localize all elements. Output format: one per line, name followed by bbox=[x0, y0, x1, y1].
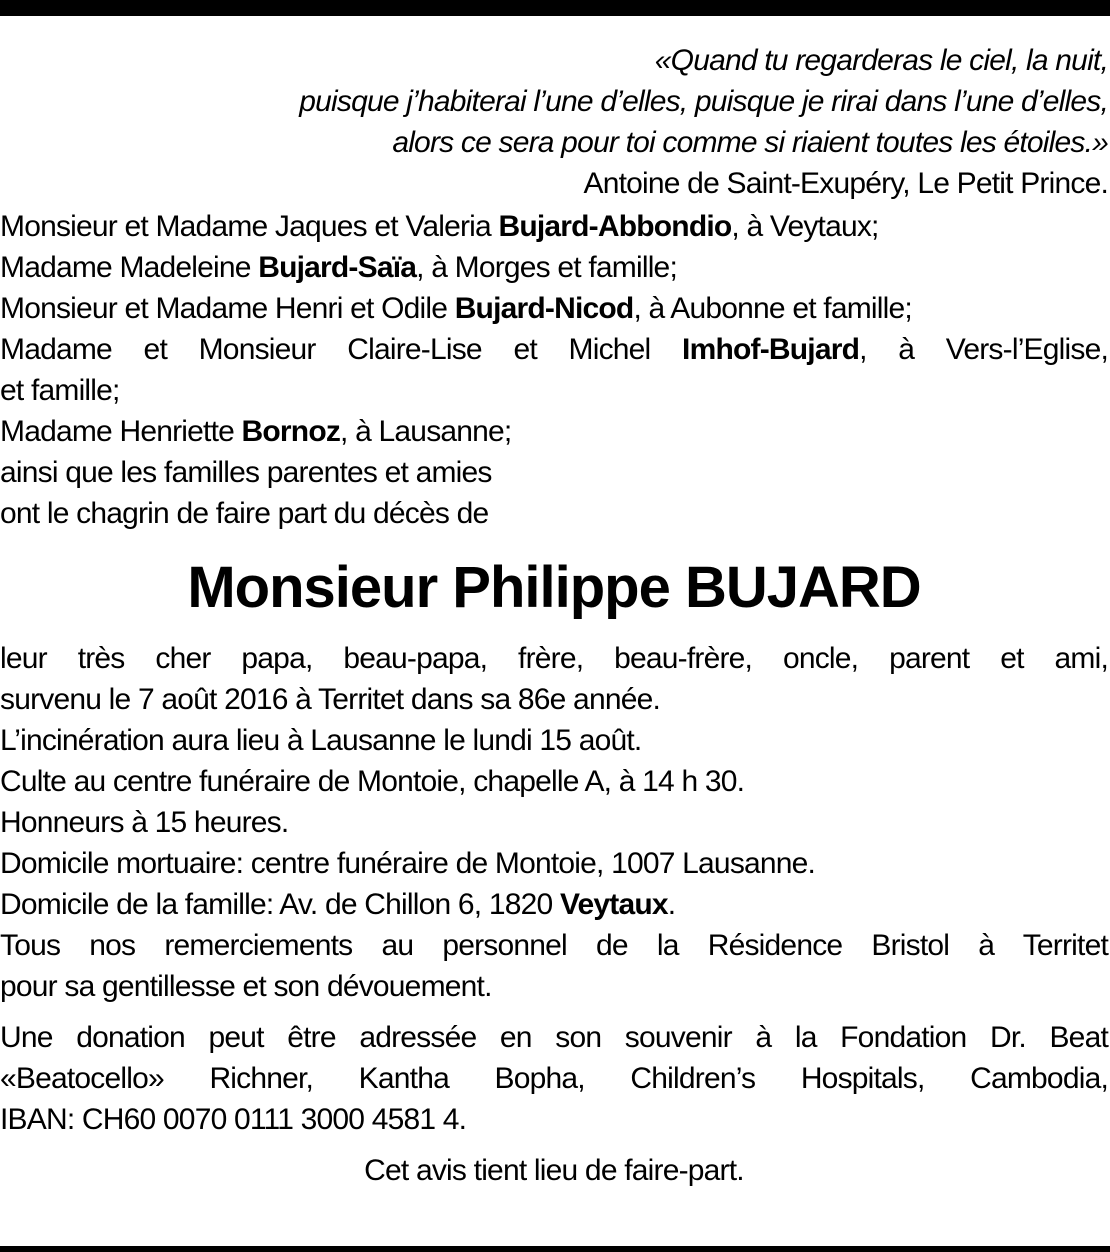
family-line: ont le chagrin de faire part du décès de bbox=[0, 497, 489, 530]
quote-attribution: Antoine de Saint-Exupéry, Le Petit Prince. bbox=[583, 167, 1108, 200]
deceased-name: Monsieur Philippe BUJARD bbox=[187, 555, 921, 620]
thanks-line: pour sa gentillesse et son dévouement. bbox=[0, 970, 492, 1003]
quote-line: alors ce sera pour toi comme si riaient toutes les étoiles.» bbox=[392, 126, 1108, 159]
quote-line: puisque j’habiterai l’une d’elles, puisque je rirai dans l’une d’elles, bbox=[299, 85, 1108, 118]
family-line: ainsi que les familles parentes et amies bbox=[0, 456, 492, 489]
mortuary-address-line: Domicile mortuaire: centre funéraire de Montoie, 1007 Lausanne. bbox=[0, 847, 816, 880]
family-line: Madame Henriette Bornoz, à Lausanne; bbox=[0, 415, 512, 448]
quote-line: «Quand tu regarderas le ciel, la nuit, bbox=[654, 44, 1108, 77]
closing-note: Cet avis tient lieu de faire-part. bbox=[364, 1154, 744, 1187]
donation-line: Une donation peut être adressée en son souvenir à la Fondation Dr. Beat bbox=[0, 1021, 1108, 1054]
incineration-line: L’incinération aura lieu à Lausanne le lundi 15 août. bbox=[0, 724, 642, 757]
family-announcement bbox=[0, 206, 1108, 534]
top-border-rule bbox=[0, 0, 1110, 16]
thanks-line: Tous nos remerciements au personnel de la Résidence Bristol à Territet bbox=[0, 929, 1108, 962]
family-line: Monsieur et Madame Jaques et Valeria Bujard-Abbondio, à Veytaux; bbox=[0, 210, 879, 243]
donation-iban-line: IBAN: CH60 0070 0111 3000 4581 4. bbox=[0, 1103, 467, 1136]
service-line: Culte au centre funéraire de Montoie, chapelle A, à 14 h 30. bbox=[0, 765, 745, 798]
family-address-line: Domicile de la famille: Av. de Chillon 6, 1820 Veytaux. bbox=[0, 888, 676, 921]
donation-line: «Beatocello» Richner, Kantha Bopha, Children’s Hospitals, Cambodia, bbox=[0, 1062, 1108, 1095]
family-line: et famille; bbox=[0, 374, 120, 407]
death-date-line: survenu le 7 août 2016 à Territet dans sa 86e année. bbox=[0, 683, 661, 716]
epigraph-quote bbox=[0, 40, 1108, 204]
donation-note bbox=[0, 1017, 1108, 1140]
honours-line: Honneurs à 15 heures. bbox=[0, 806, 289, 839]
bottom-border-rule bbox=[0, 1246, 1110, 1252]
relation-line: leur très cher papa, beau-papa, frère, beau-frère, oncle, parent et ami, bbox=[0, 642, 1108, 675]
family-line: Monsieur et Madame Henri et Odile Bujard-Nicod, à Aubonne et famille; bbox=[0, 292, 912, 325]
obituary-notice bbox=[0, 40, 1108, 1191]
family-line: Madame et Monsieur Claire-Lise et Michel Imhof-Bujard, à Vers-l’Eglise, bbox=[0, 333, 1108, 366]
obituary-body bbox=[0, 638, 1108, 1007]
family-line: Madame Madeleine Bujard-Saïa, à Morges et famille; bbox=[0, 251, 677, 284]
